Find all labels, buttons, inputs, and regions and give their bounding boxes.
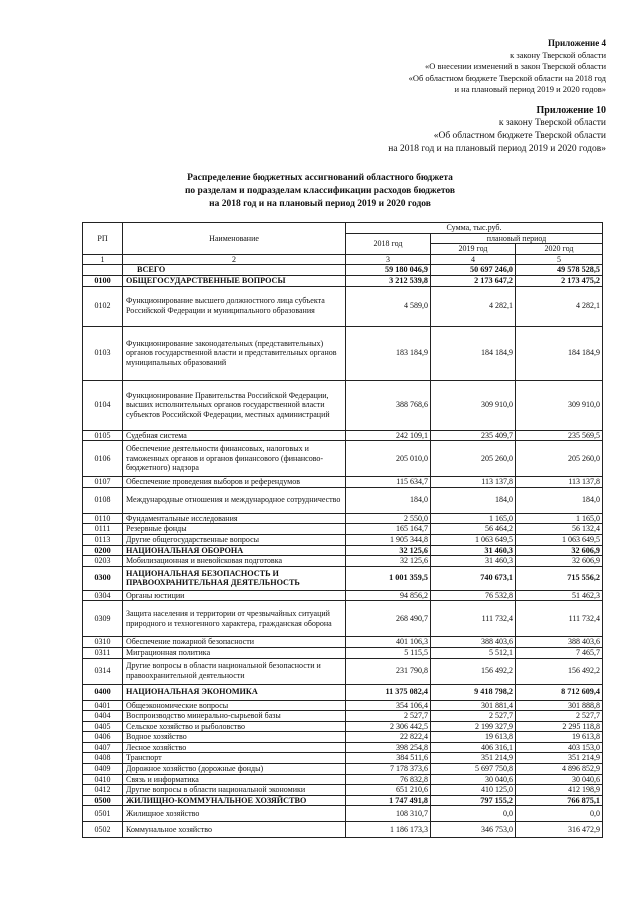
table-row (83, 684, 603, 700)
title-line: Распределение бюджетных ассигнований областного бюджета (187, 173, 453, 183)
row-value-2020: 2 173 475,2 (516, 275, 603, 286)
row-value-2018: 165 164,7 (346, 524, 431, 535)
row-value-2019: 309 910,0 (431, 380, 516, 430)
row-value-2020: 32 606,9 (516, 545, 603, 556)
appendix-4-line: к закону Тверской области (510, 49, 606, 60)
row-value-2018: 59 180 046,9 (346, 265, 431, 276)
row-value-2019: 406 316,1 (431, 742, 516, 753)
row-value-2018: 268 490,7 (346, 601, 431, 637)
row-value-2019: 5 512,1 (431, 647, 516, 658)
row-value-2018: 354 106,4 (346, 700, 431, 711)
row-value-2020: 156 492,2 (516, 658, 603, 684)
row-name: Коммунальное хозяйство (123, 822, 346, 838)
row-code: 0407 (83, 742, 123, 753)
row-value-2019: 76 532,8 (431, 590, 516, 601)
table-row (83, 732, 603, 743)
row-value-2018: 76 832,8 (346, 774, 431, 785)
row-value-2018: 1 001 359,5 (346, 566, 431, 590)
table-row (83, 647, 603, 658)
row-code: 0311 (83, 647, 123, 658)
row-code: 0310 (83, 637, 123, 648)
row-value-2020: 111 732,4 (516, 601, 603, 637)
table-row (83, 721, 603, 732)
row-value-2020: 49 578 528,5 (516, 265, 603, 276)
row-code: 0102 (83, 286, 123, 326)
row-code: 0200 (83, 545, 123, 556)
row-code: 0103 (83, 326, 123, 380)
row-value-2020: 184 184,9 (516, 326, 603, 380)
table-row (83, 795, 603, 806)
row-value-2018: 401 106,3 (346, 637, 431, 648)
row-value-2020: 4 896 852,9 (516, 764, 603, 775)
row-value-2020: 309 910,0 (516, 380, 603, 430)
row-value-2019: 9 418 798,2 (431, 684, 516, 700)
table-row (83, 477, 603, 488)
row-value-2020: 1 063 649,5 (516, 534, 603, 545)
row-value-2018: 7 178 373,6 (346, 764, 431, 775)
row-code: 0500 (83, 795, 123, 806)
row-value-2020: 0,0 (516, 806, 603, 822)
row-value-2019: 113 137,8 (431, 477, 516, 488)
row-value-2018: 2 306 442,5 (346, 721, 431, 732)
row-value-2018: 2 550,0 (346, 513, 431, 524)
row-code: 0412 (83, 785, 123, 796)
row-code: 0104 (83, 380, 123, 430)
table-row (83, 513, 603, 524)
row-value-2019: 30 040,6 (431, 774, 516, 785)
row-value-2018: 1 747 491,8 (346, 795, 431, 806)
row-name: Обеспечение деятельности финансовых, налоговых и таможенных органов и органов финансового (финансово-бюджетного) надзора (123, 441, 346, 477)
row-value-2020: 2 527,7 (516, 711, 603, 722)
row-name: Международные отношения и международное сотрудничество (123, 487, 346, 513)
row-value-2018: 94 856,2 (346, 590, 431, 601)
row-value-2020: 715 556,2 (516, 566, 603, 590)
row-value-2020: 403 153,0 (516, 742, 603, 753)
row-value-2018: 184,0 (346, 487, 431, 513)
table-row (83, 774, 603, 785)
row-value-2018: 183 184,9 (346, 326, 431, 380)
row-code: 0304 (83, 590, 123, 601)
title-line: на 2018 год и на плановый период 2019 и 2020 годов (209, 199, 431, 209)
table-row (83, 753, 603, 764)
row-value-2020: 56 132,4 (516, 524, 603, 535)
row-code: 0203 (83, 556, 123, 567)
appendix-4-line: и на плановый период 2019 и 2020 годов» (454, 84, 606, 94)
row-value-2019: 0,0 (431, 806, 516, 822)
document-title (0, 172, 640, 211)
table-row (83, 326, 603, 380)
table-row (83, 822, 603, 838)
row-name: Водное хозяйство (123, 732, 346, 743)
index-cell: 2 (123, 254, 346, 265)
row-name: Функционирование высшего должностного лица субъекта Российской Федерации и муниципального образования (123, 286, 346, 326)
row-value-2019: 410 125,0 (431, 785, 516, 796)
row-code: 0113 (83, 534, 123, 545)
row-name: Миграционная политика (123, 647, 346, 658)
row-code: 0314 (83, 658, 123, 684)
row-value-2018: 32 125,6 (346, 545, 431, 556)
row-name: Органы юстиции (123, 590, 346, 601)
row-name: Резервные фонды (123, 524, 346, 535)
row-value-2020: 4 282,1 (516, 286, 603, 326)
row-value-2019: 5 697 750,8 (431, 764, 516, 775)
table-row (83, 700, 603, 711)
row-value-2019: 346 753,0 (431, 822, 516, 838)
table-row (83, 637, 603, 648)
header-name: Наименование (123, 223, 346, 255)
title-line: по разделам и подразделам классификации расходов бюджетов (184, 186, 456, 196)
table-row (83, 590, 603, 601)
row-code: 0309 (83, 601, 123, 637)
row-value-2018: 115 634,7 (346, 477, 431, 488)
row-code: 0408 (83, 753, 123, 764)
index-cell: 3 (346, 254, 431, 265)
row-value-2020: 235 569,5 (516, 430, 603, 441)
appendix-10-header (388, 104, 606, 156)
row-value-2018: 5 115,5 (346, 647, 431, 658)
header-2020: 2020 год (516, 244, 603, 255)
row-value-2019: 740 673,1 (431, 566, 516, 590)
row-name: Другие общегосударственные вопросы (123, 534, 346, 545)
row-name: Обеспечение пожарной безопасности (123, 637, 346, 648)
row-value-2018: 32 125,6 (346, 556, 431, 567)
table-row (83, 785, 603, 796)
row-code: 0105 (83, 430, 123, 441)
row-value-2019: 56 464,2 (431, 524, 516, 535)
row-name: Воспроизводство минерально-сырьевой базы (123, 711, 346, 722)
row-value-2018: 398 254,8 (346, 742, 431, 753)
budget-table (82, 222, 603, 838)
row-name: Жилищное хозяйство (123, 806, 346, 822)
row-code: 0400 (83, 684, 123, 700)
row-value-2019: 1 165,0 (431, 513, 516, 524)
row-value-2018: 3 212 539,8 (346, 275, 431, 286)
row-value-2019: 351 214,9 (431, 753, 516, 764)
row-name: Транспорт (123, 753, 346, 764)
table-row (83, 430, 603, 441)
row-name: Лесное хозяйство (123, 742, 346, 753)
row-value-2018: 1 905 344,8 (346, 534, 431, 545)
appendix-4-title: Приложение 4 (547, 38, 606, 48)
header-2018: 2018 год (346, 233, 431, 254)
table-row (83, 764, 603, 775)
row-value-2019: 388 403,6 (431, 637, 516, 648)
row-value-2019: 184,0 (431, 487, 516, 513)
row-value-2020: 30 040,6 (516, 774, 603, 785)
row-code: 0405 (83, 721, 123, 732)
table-row (83, 806, 603, 822)
table-row (83, 275, 603, 286)
table-row (83, 556, 603, 567)
header-planned: плановый период (431, 233, 603, 244)
row-value-2018: 651 210,6 (346, 785, 431, 796)
table-row (83, 265, 603, 276)
row-value-2020: 412 198,9 (516, 785, 603, 796)
row-value-2020: 7 465,7 (516, 647, 603, 658)
row-value-2018: 1 186 173,3 (346, 822, 431, 838)
table-row (83, 658, 603, 684)
row-value-2018: 4 589,0 (346, 286, 431, 326)
row-name: Судебная система (123, 430, 346, 441)
table-row (83, 742, 603, 753)
row-code: 0404 (83, 711, 123, 722)
row-name: Обеспечение проведения выборов и референдумов (123, 477, 346, 488)
row-code: 0409 (83, 764, 123, 775)
row-code: 0111 (83, 524, 123, 535)
header-rp: РП (83, 223, 123, 255)
row-code: 0502 (83, 822, 123, 838)
row-value-2019: 19 613,8 (431, 732, 516, 743)
table-row (83, 601, 603, 637)
row-name: ОБЩЕГОСУДАРСТВЕННЫЕ ВОПРОСЫ (123, 275, 346, 286)
row-value-2020: 766 875,1 (516, 795, 603, 806)
appendix-10-line: к закону Тверской области (498, 118, 606, 128)
row-value-2020: 8 712 609,4 (516, 684, 603, 700)
header-2019: 2019 год (431, 244, 516, 255)
row-code: 0401 (83, 700, 123, 711)
table-row (83, 441, 603, 477)
row-name: ВСЕГО (123, 265, 346, 276)
row-code: 0100 (83, 275, 123, 286)
row-value-2019: 50 697 246,0 (431, 265, 516, 276)
index-cell: 1 (83, 254, 123, 265)
appendix-10-title: Приложение 10 (536, 105, 606, 116)
row-name: Дорожное хозяйство (дорожные фонды) (123, 764, 346, 775)
row-value-2018: 205 010,0 (346, 441, 431, 477)
table-row (83, 380, 603, 430)
row-value-2019: 205 260,0 (431, 441, 516, 477)
row-value-2018: 11 375 082,4 (346, 684, 431, 700)
row-name: Сельское хозяйство и рыболовство (123, 721, 346, 732)
row-code: 0107 (83, 477, 123, 488)
row-value-2019: 1 063 649,5 (431, 534, 516, 545)
row-value-2020: 184,0 (516, 487, 603, 513)
row-value-2019: 156 492,2 (431, 658, 516, 684)
row-code: 0110 (83, 513, 123, 524)
row-name: НАЦИОНАЛЬНАЯ БЕЗОПАСНОСТЬ И ПРАВООХРАНИТЕЛЬНАЯ ДЕЯТЕЛЬНОСТЬ (123, 566, 346, 590)
row-value-2018: 2 527,7 (346, 711, 431, 722)
row-code: 0501 (83, 806, 123, 822)
row-name: Защита населения и территории от чрезвычайных ситуаций природного и техногенного характера, гражданская оборона (123, 601, 346, 637)
appendix-4-line: «Об областном бюджете Тверской области на 2018 год (408, 72, 606, 83)
row-name: Функционирование Правительства Российской Федерации, высших исполнительных органов государственной власти субъектов Российской Федерации, местных администраций (123, 380, 346, 430)
row-value-2019: 301 881,4 (431, 700, 516, 711)
row-value-2020: 113 137,8 (516, 477, 603, 488)
row-name: Общеэкономические вопросы (123, 700, 346, 711)
row-value-2019: 797 155,2 (431, 795, 516, 806)
row-value-2018: 22 822,4 (346, 732, 431, 743)
row-value-2018: 388 768,6 (346, 380, 431, 430)
row-value-2019: 2 173 647,2 (431, 275, 516, 286)
row-name: Другие вопросы в области национальной безопасности и правоохранительной деятельности (123, 658, 346, 684)
row-code (83, 265, 123, 276)
row-code: 0410 (83, 774, 123, 785)
row-code: 0406 (83, 732, 123, 743)
row-value-2020: 388 403,6 (516, 637, 603, 648)
row-value-2018: 231 790,8 (346, 658, 431, 684)
row-value-2020: 205 260,0 (516, 441, 603, 477)
row-name: НАЦИОНАЛЬНАЯ ЭКОНОМИКА (123, 684, 346, 700)
row-name: Связь и информатика (123, 774, 346, 785)
row-code: 0108 (83, 487, 123, 513)
appendix-4-line: «О внесении изменений в закон Тверской области (425, 61, 606, 71)
table-row (83, 286, 603, 326)
row-name: Мобилизационная и вневойсковая подготовка (123, 556, 346, 567)
index-cell: 4 (431, 254, 516, 265)
header-sum: Сумма, тыс.руб. (346, 223, 603, 234)
row-value-2019: 235 409,7 (431, 430, 516, 441)
appendix-10-line: на 2018 год и на плановый период 2019 и 2020 годов» (388, 144, 606, 154)
table-row (83, 524, 603, 535)
row-name: Фундаментальные исследования (123, 513, 346, 524)
row-name: Функционирование законодательных (представительных) органов государственной власти и представительных органов муниципальных образований (123, 326, 346, 380)
row-value-2019: 2 199 327,9 (431, 721, 516, 732)
row-name: ЖИЛИЩНО-КОММУНАЛЬНОЕ ХОЗЯЙСТВО (123, 795, 346, 806)
row-value-2020: 351 214,9 (516, 753, 603, 764)
row-value-2020: 301 888,8 (516, 700, 603, 711)
row-value-2020: 32 606,9 (516, 556, 603, 567)
row-value-2019: 2 527,7 (431, 711, 516, 722)
row-value-2020: 19 613,8 (516, 732, 603, 743)
table-row (83, 534, 603, 545)
row-value-2019: 31 460,3 (431, 556, 516, 567)
appendix-4-header (409, 38, 606, 96)
row-value-2018: 108 310,7 (346, 806, 431, 822)
row-code: 0300 (83, 566, 123, 590)
index-cell: 5 (516, 254, 603, 265)
table-row (83, 487, 603, 513)
row-value-2020: 2 295 118,8 (516, 721, 603, 732)
row-name: Другие вопросы в области национальной экономики (123, 785, 346, 796)
table-row (83, 566, 603, 590)
row-value-2019: 111 732,4 (431, 601, 516, 637)
table-row (83, 711, 603, 722)
row-value-2020: 316 472,9 (516, 822, 603, 838)
row-value-2020: 51 462,3 (516, 590, 603, 601)
row-value-2018: 384 511,6 (346, 753, 431, 764)
table-row (83, 545, 603, 556)
appendix-10-line: «Об областном бюджете Тверской области (433, 131, 606, 141)
row-value-2020: 1 165,0 (516, 513, 603, 524)
row-value-2019: 184 184,9 (431, 326, 516, 380)
row-code: 0106 (83, 441, 123, 477)
row-value-2019: 4 282,1 (431, 286, 516, 326)
row-name: НАЦИОНАЛЬНАЯ ОБОРОНА (123, 545, 346, 556)
row-value-2018: 242 109,1 (346, 430, 431, 441)
row-value-2019: 31 460,3 (431, 545, 516, 556)
